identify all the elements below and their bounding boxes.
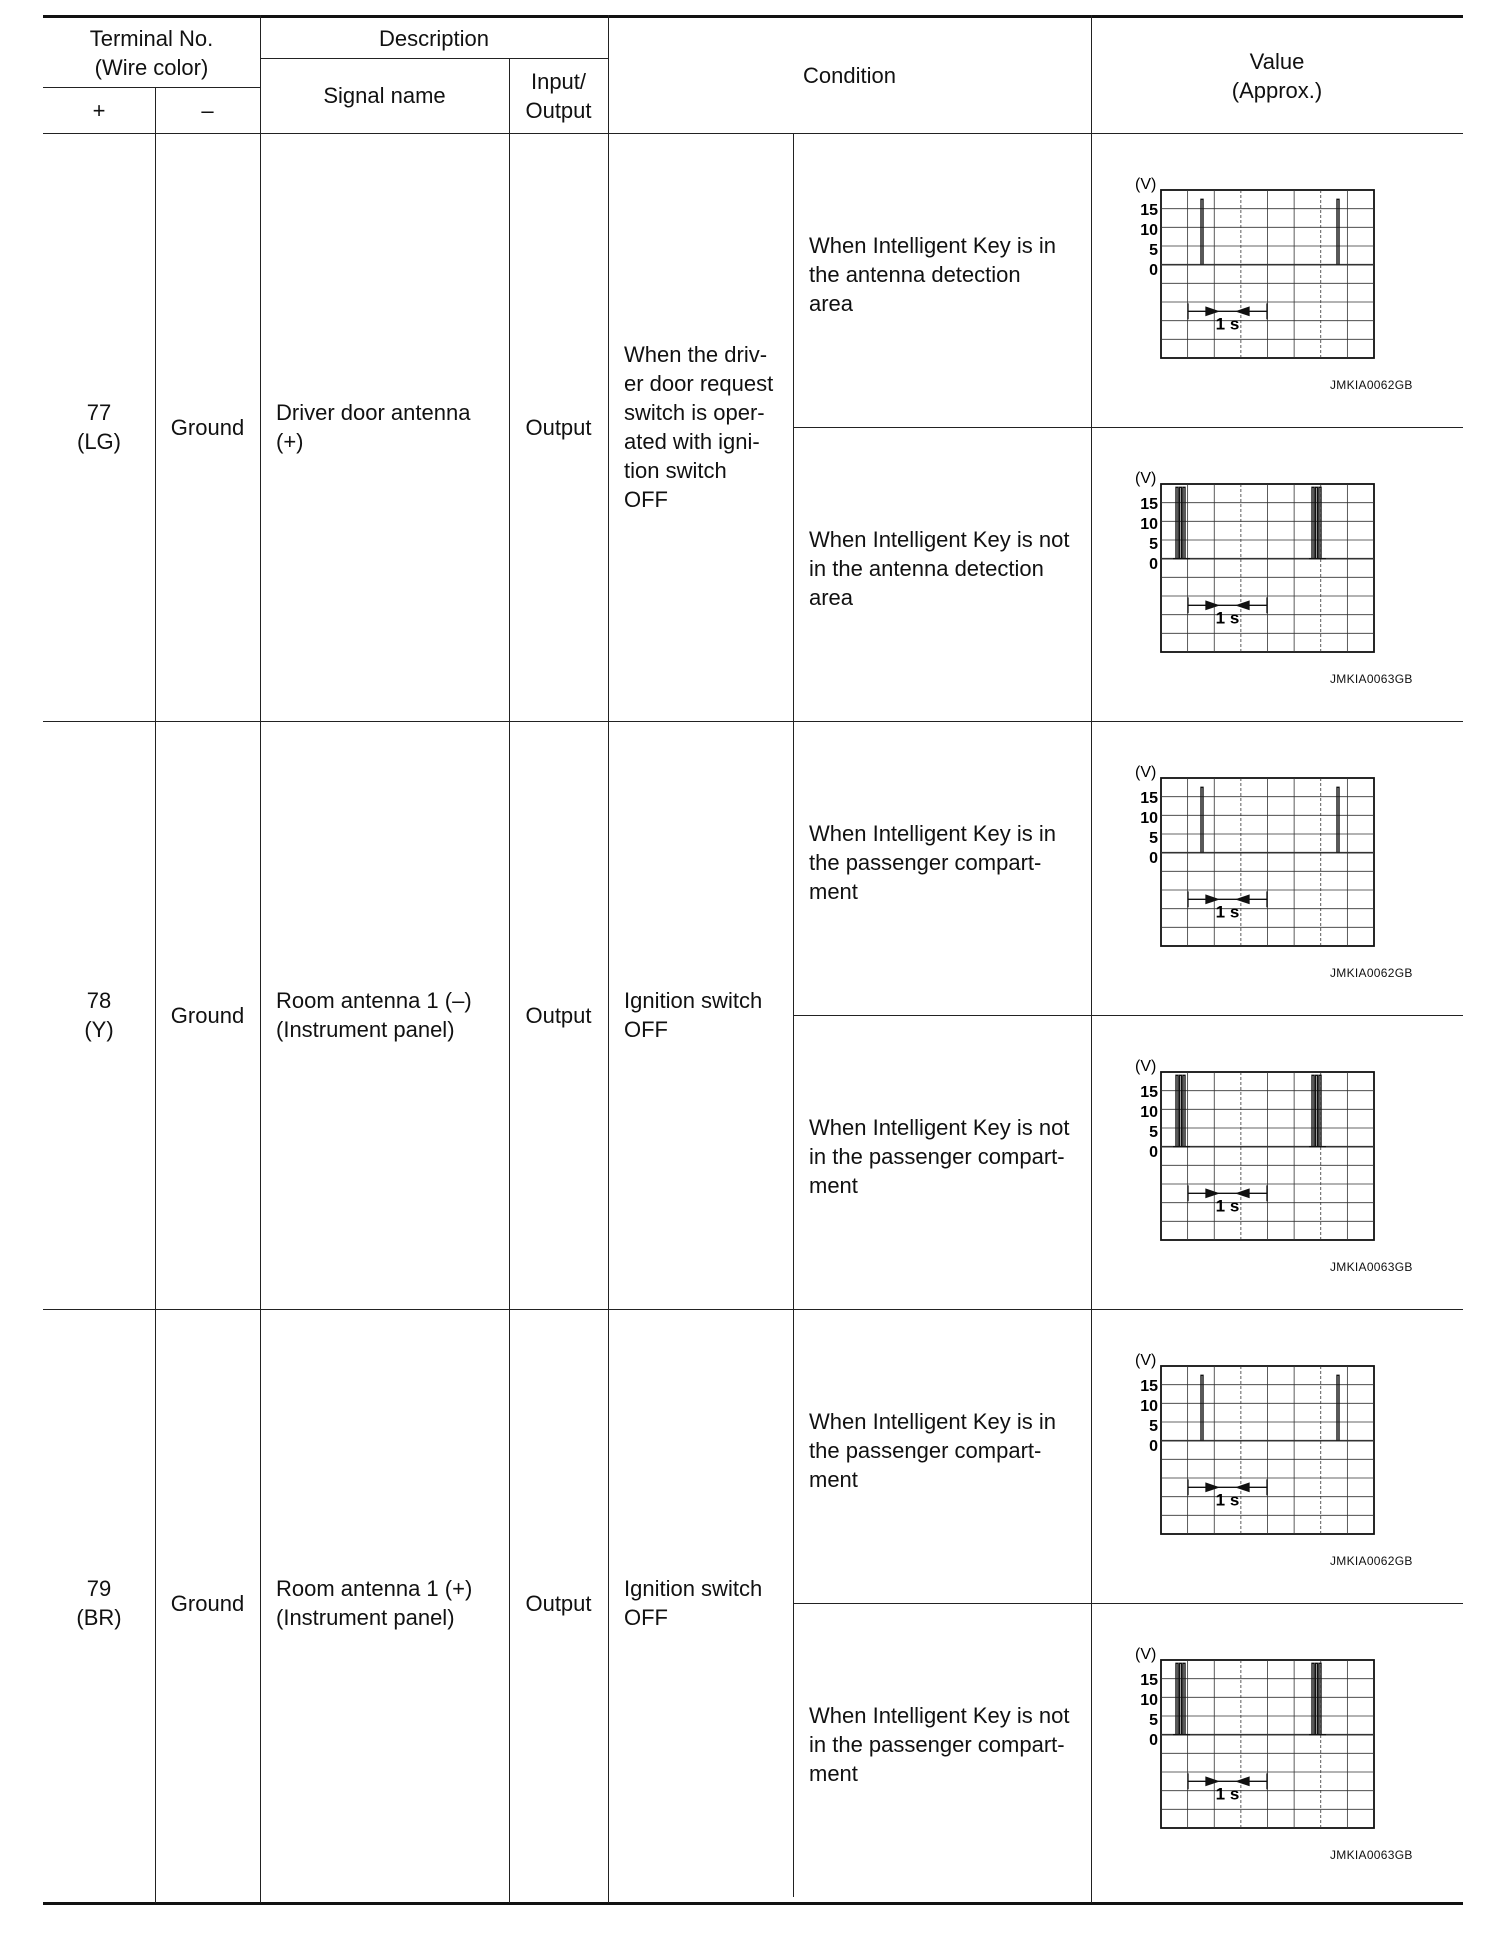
input-output-text: Output xyxy=(525,414,592,440)
figure-code: JMKIA0062GB xyxy=(1330,966,1413,980)
signal-name-text: Driver door antenna (+) xyxy=(276,400,471,454)
oscilloscope-waveform xyxy=(1133,168,1423,383)
condition-detail-text: When Intelligent Key is not in the antenna detection area xyxy=(809,527,1070,610)
header-signal-name-text: Signal name xyxy=(323,83,446,108)
signal-name-text: Room antenna 1 (–) (Instrument panel) xyxy=(276,988,472,1042)
scope-y-tick-label: 15 xyxy=(1140,202,1158,219)
header-signal-name xyxy=(260,58,509,133)
header-minus-text: – xyxy=(201,97,214,123)
scope-time-label: 1 s xyxy=(1215,608,1240,628)
scope-y-tick-label: 10 xyxy=(1140,1104,1158,1121)
scope-y-tick-label: 10 xyxy=(1140,222,1158,239)
header-plus xyxy=(43,87,155,133)
scope-time-label: 1 s xyxy=(1215,902,1240,922)
oscilloscope-waveform xyxy=(1133,1050,1423,1265)
header-description xyxy=(260,18,608,58)
header-condition-text: Condition xyxy=(803,63,896,88)
scope-waveform-trace xyxy=(1173,1075,1326,1146)
condition-detail-text: When Intelligent Key is in the passenger compart- ment xyxy=(809,1409,1057,1492)
figure-code: JMKIA0063GB xyxy=(1330,1848,1413,1862)
table-bottom-border xyxy=(43,1902,1463,1905)
scope-y-tick-label: 5 xyxy=(1149,536,1158,553)
scope-y-tick-label: 5 xyxy=(1149,242,1158,259)
terminal-number xyxy=(43,721,155,1309)
ground-terminal-text: Ground xyxy=(170,1002,245,1028)
scope-waveform-trace xyxy=(1173,1663,1326,1734)
scope-y-tick-label: 15 xyxy=(1140,1084,1158,1101)
input-output xyxy=(509,133,608,721)
input-output xyxy=(509,1309,608,1897)
input-output xyxy=(509,721,608,1309)
signal-name xyxy=(260,721,509,1309)
terminal-spec-table xyxy=(43,15,1463,1905)
scope-y-tick-label: 15 xyxy=(1140,496,1158,513)
scope-y-tick-label: 0 xyxy=(1149,262,1158,279)
scope-waveform-trace xyxy=(1173,487,1326,558)
header-plus-text: + xyxy=(92,97,106,123)
scope-y-tick-label: 0 xyxy=(1149,1438,1158,1455)
scope-waveform-trace xyxy=(1201,787,1339,852)
scope-y-tick-label: 15 xyxy=(1140,1672,1158,1689)
condition-detail-text: When Intelligent Key is not in the passenger compart- ment xyxy=(809,1115,1070,1198)
condition-detail-text: When Intelligent Key is in the antenna detection area xyxy=(809,233,1057,316)
scope-y-tick-label: 5 xyxy=(1149,1418,1158,1435)
scope-time-label: 1 s xyxy=(1215,1784,1240,1804)
figure-code: JMKIA0062GB xyxy=(1330,1554,1413,1568)
condition-detail xyxy=(793,133,1091,427)
terminal-number-text: 77 (LG) xyxy=(77,400,121,454)
scope-unit-label: (V) xyxy=(1135,764,1157,781)
condition-main-text: Ignition switch OFF xyxy=(624,1576,763,1630)
condition-detail-text: When Intelligent Key is in the passenger compart- ment xyxy=(809,821,1057,904)
scope-y-tick-label: 0 xyxy=(1149,1144,1158,1161)
scope-waveform-trace xyxy=(1201,1375,1339,1440)
scope-unit-label: (V) xyxy=(1135,1646,1157,1663)
input-output-text: Output xyxy=(525,1002,592,1028)
signal-name-text: Room antenna 1 (+) (Instrument panel) xyxy=(276,1576,473,1630)
terminal-number-text: 79 (BR) xyxy=(76,1576,122,1630)
header-value xyxy=(1091,18,1463,133)
scope-unit-label: (V) xyxy=(1135,1352,1157,1369)
signal-name xyxy=(260,1309,509,1897)
scope-unit-label: (V) xyxy=(1135,470,1157,487)
header-terminal-no-text: Terminal No. (Wire color) xyxy=(89,25,214,80)
condition-detail xyxy=(793,1015,1091,1309)
condition-main-text: Ignition switch OFF xyxy=(624,988,763,1042)
header-input-output-text: Input/ Output xyxy=(525,68,592,123)
ground-terminal-text: Ground xyxy=(170,414,245,440)
oscilloscope-waveform xyxy=(1133,1344,1423,1559)
terminal-number xyxy=(43,133,155,721)
scope-y-tick-label: 10 xyxy=(1140,810,1158,827)
condition-main-text: When the driv- er door request switch is oper- ated with igni- tion switch OFF xyxy=(624,342,774,512)
scope-y-tick-label: 5 xyxy=(1149,830,1158,847)
scope-y-tick-label: 10 xyxy=(1140,1398,1158,1415)
input-output-text: Output xyxy=(525,1590,592,1616)
ground-terminal-text: Ground xyxy=(170,1590,245,1616)
scope-unit-label: (V) xyxy=(1135,176,1157,193)
scope-unit-label: (V) xyxy=(1135,1058,1157,1075)
figure-code: JMKIA0063GB xyxy=(1330,1260,1413,1274)
condition-detail-text: When Intelligent Key is not in the passenger compart- ment xyxy=(809,1703,1070,1786)
header-description-text: Description xyxy=(378,25,490,51)
scope-y-tick-label: 10 xyxy=(1140,516,1158,533)
ground-terminal xyxy=(155,1309,260,1897)
ground-terminal xyxy=(155,133,260,721)
oscilloscope-waveform xyxy=(1133,1638,1423,1853)
header-terminal-no xyxy=(43,18,260,87)
oscilloscope-waveform xyxy=(1133,756,1423,971)
scope-y-tick-label: 5 xyxy=(1149,1124,1158,1141)
scope-time-label: 1 s xyxy=(1215,314,1240,334)
header-value-text: Value (Approx.) xyxy=(1231,48,1323,103)
condition-main xyxy=(608,721,793,1309)
terminal-number xyxy=(43,1309,155,1897)
condition-detail xyxy=(793,1309,1091,1603)
figure-code: JMKIA0063GB xyxy=(1330,672,1413,686)
scope-y-tick-label: 10 xyxy=(1140,1692,1158,1709)
header-condition xyxy=(608,18,1091,133)
header-input-output xyxy=(509,58,608,133)
signal-name xyxy=(260,133,509,721)
condition-detail xyxy=(793,721,1091,1015)
scope-y-tick-label: 5 xyxy=(1149,1712,1158,1729)
figure-code: JMKIA0062GB xyxy=(1330,378,1413,392)
condition-main xyxy=(608,133,793,721)
scope-y-tick-label: 15 xyxy=(1140,1378,1158,1395)
header-minus xyxy=(155,87,260,133)
scope-y-tick-label: 15 xyxy=(1140,790,1158,807)
terminal-number-text: 78 (Y) xyxy=(84,988,114,1042)
condition-detail xyxy=(793,427,1091,721)
scope-y-tick-label: 0 xyxy=(1149,556,1158,573)
condition-detail xyxy=(793,1603,1091,1897)
ground-terminal xyxy=(155,721,260,1309)
condition-main xyxy=(608,1309,793,1897)
oscilloscope-waveform xyxy=(1133,462,1423,677)
scope-y-tick-label: 0 xyxy=(1149,850,1158,867)
col-divider-value xyxy=(1091,15,1092,1903)
scope-time-label: 1 s xyxy=(1215,1490,1240,1510)
scope-time-label: 1 s xyxy=(1215,1196,1240,1216)
scope-y-tick-label: 0 xyxy=(1149,1732,1158,1749)
scope-waveform-trace xyxy=(1201,199,1339,264)
